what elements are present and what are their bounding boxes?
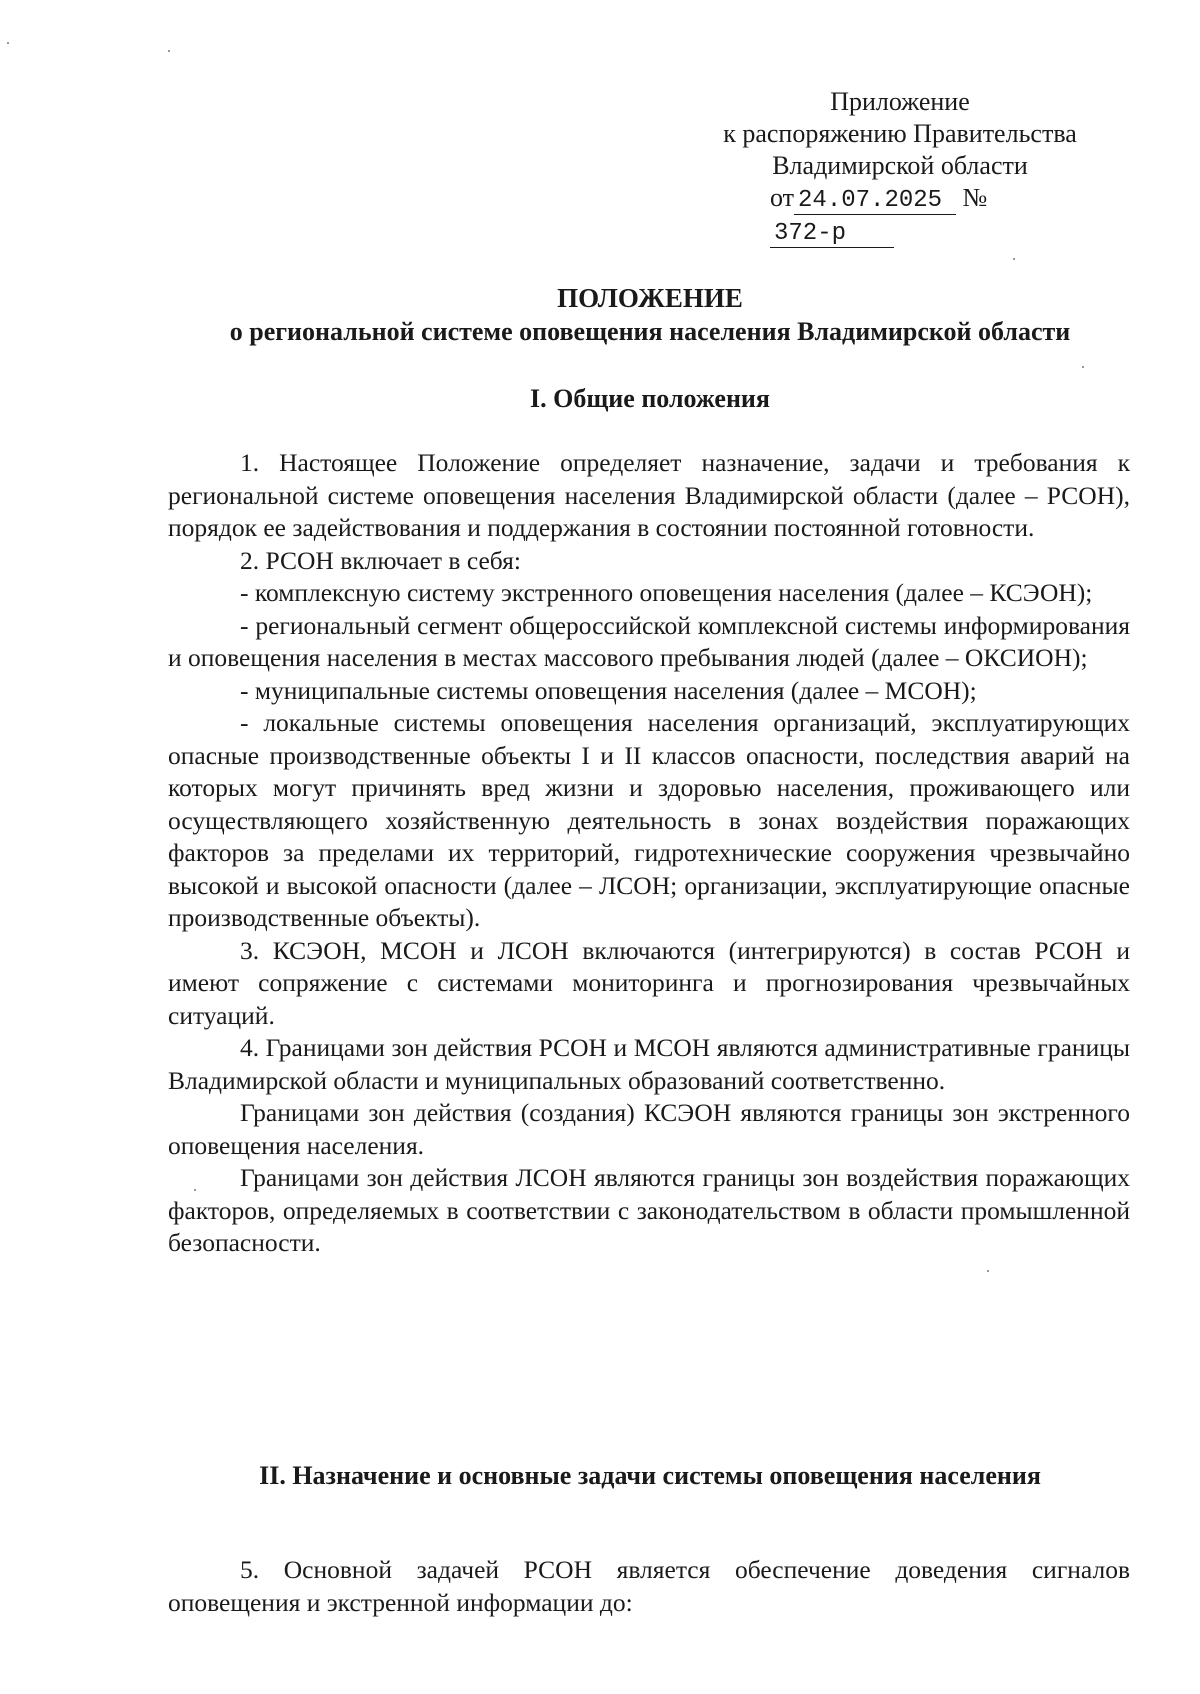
scan-speck [1082,366,1084,368]
scan-speck [987,1270,989,1272]
section-2-heading: II. Назначение и основные задачи системы оповещения населения [259,1461,1041,1490]
attachment-from-label: от [770,183,795,212]
list-item-kseon: - комплексную систему экстренного оповещения населения (далее – КСЭОН); [240,578,1093,607]
paragraph-5: 5. Основной задачей РСОН является обеспечение доведения сигналов оповещения и экстренной информации до: [168,1555,1130,1617]
scan-speck [168,50,170,52]
paragraph-4-lson-zones: Границами зон действия ЛСОН являются границы зон воздействия поражающих факторов, определяемых в соответствии с законодательством в области промышленной безопасности. [168,1163,1130,1257]
document-title-main: ПОЛОЖЕНИЕ [557,283,743,313]
section-2-body [168,1554,1130,1619]
section-1-body [168,447,1130,1260]
list-item-mson: - муниципальные системы оповещения населения (далее – МСОН); [240,675,977,705]
paragraph-3: 3. КСЭОН, МСОН и ЛСОН включаются (интегрируются) в состав РСОН и имеют сопряжение с системами мониторинга и прогнозирования чрезвычайных ситуаций. [168,935,1130,1030]
document-title-subtitle: о региональной системе оповещения населения Владимирской области [229,317,1071,346]
paragraph-4: 4. Границами зон действия РСОН и МСОН являются административные границы Владимирской области и муниципальных образований соответственно. [168,1033,1130,1095]
scan-speck [194,1189,196,1191]
attachment-number: 372-р [770,221,894,248]
paragraph-1: 1. Настоящее Положение определяет назначение, задачи и требования к региональной системе оповещения населения Владимирской области (далее – РСОН), порядок ее задействования и поддержания в состоянии постоянной готовности. [168,448,1130,542]
scan-speck [1013,258,1015,260]
attachment-date: 24.07.2025 [794,188,956,215]
paragraph-4-kseon-zones: Границами зон действия (создания) КСЭОН являются границы зон экстренного оповещения населения. [168,1098,1130,1160]
scan-speck [7,42,9,44]
attachment-header [700,86,1100,248]
paragraph-2: 2. РСОН включает в себя: [240,545,521,575]
document-title [170,281,1130,349]
attachment-line-3: Владимирской области [772,151,1028,180]
attachment-number-sign: № [962,183,988,212]
attachment-line-2: к распоряжению Правительства [723,119,1077,148]
list-item-lson: - локальные системы оповещения населения организаций, эксплуатирующих опасные производственные объекты I и II классов опасности, последствия аварий на которых могут причинять вред жизни и здоровью населения, проживающего или осуществляющего хозяйственную деятельность в зонах воздействия поражающих факторов за пределами их территорий, гидротехнические сооружения чрезвычайно высокой и высокой опасности (далее – ЛСОН; организации, эксплуатирующие опасные производственные объекты). [168,708,1130,932]
section-1-heading: I. Общие положения [530,384,770,413]
attachment-reference [700,182,1100,248]
attachment-line-1: Приложение [830,87,970,116]
list-item-okseon: - региональный сегмент общероссийской комплексной системы информирования и оповещения населения в местах массового пребывания людей (далее – ОКСИОН); [168,610,1130,672]
